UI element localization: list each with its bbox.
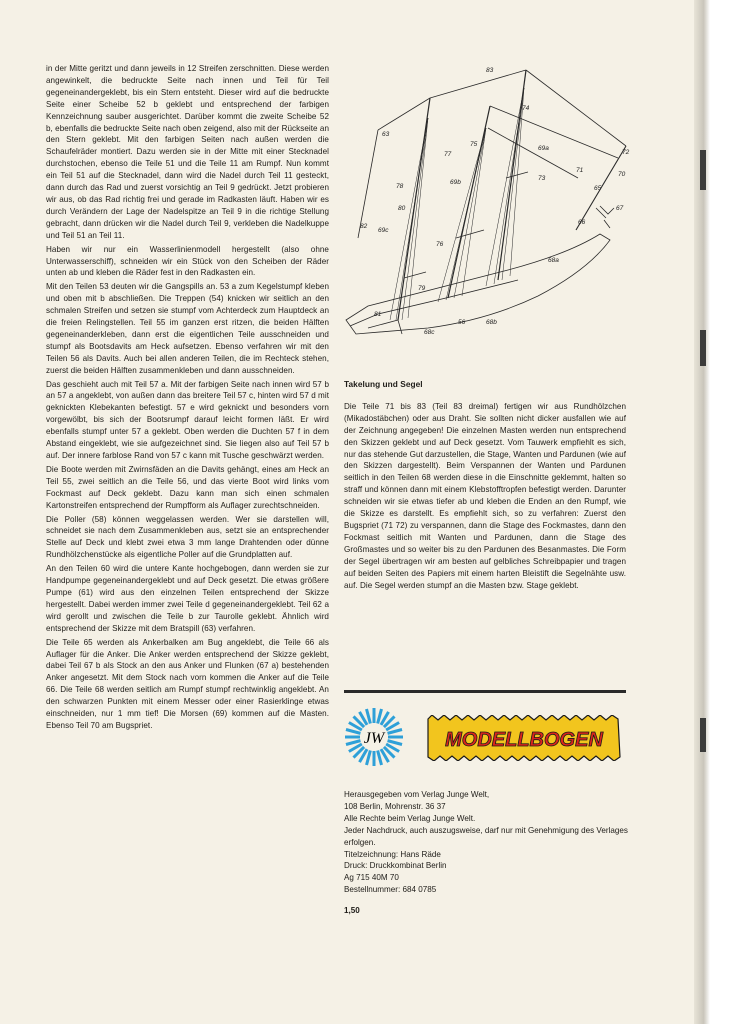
drawing-label: 68a xyxy=(548,257,559,264)
paragraph: Mit den Teilen 53 deuten wir die Gangspills an. 53 a zum Kegelstumpf kleben und oben mit b abschließen. Die Treppen (54) knicken wir seitlich an den schmalen Streifen und setzen sie stumpf vom Achterdeck zum Hauptdeck an die freien Relingstellen. Teil 55 im ganzen erst ritzen, die beiden Hälften gegeneinanderkleben, dann erst die eigentlichen Teile ausschneiden und stumpf als Bootsdavits am Heck aufsetzen. Ebenso verfahren wir mit den Teilen 56 als Davits. Auch bei allen anderen Teilen, die im Rechteck stehen, zuerst die beiden Hälften zusammenkleben und dann ausschneiden. xyxy=(46,282,329,375)
paragraph: Die Teile 65 werden als Ankerbalken am Bug angeklebt, die Teile 66 als Auflager für die Anker. Die Anker werden entsprechend der Skizze geklebt, dabei Teil 67 b als Stock an den aus Anker und Flunken (67 a) bestehenden Anker angesetzt. Mit dem Stock nach vorn kommen die Anker auf die Teile 66. Die Teile 68 werden seitlich am Rumpf stumpf rechtwinklig angeklebt. An den schwarzen Punkten mit einem Messer oder einer Rasierklinge etwas einschneiden, nur 1 mm tief! Die Morsen (69) kommen auf die Masten. Ebenso Teil 70 am Bugspriet. xyxy=(46,637,329,730)
star-ray xyxy=(366,709,370,723)
edge-mark xyxy=(700,330,706,366)
drawing-label: 63 xyxy=(382,131,390,138)
imprint-line: Titelzeichnung: Hans Räde xyxy=(344,849,441,859)
imprint xyxy=(344,789,634,896)
imprint-line: 108 Berlin, Mohrenstr. 36 37 xyxy=(344,801,446,811)
divider-rule xyxy=(344,690,626,693)
drawing-label: 75 xyxy=(470,141,478,148)
imprint-line: Ag 715 40M 70 xyxy=(344,873,399,883)
drawing-label: 56 xyxy=(458,319,466,326)
star-ray xyxy=(388,741,402,745)
drawing-label: 74 xyxy=(522,105,530,112)
drawing-label: 69a xyxy=(538,145,549,152)
drawing-label: 80 xyxy=(398,205,406,212)
drawing-label: 69c xyxy=(378,227,389,234)
junge-welt-logo xyxy=(344,707,404,767)
drawing-label: 65 xyxy=(594,185,602,192)
paragraph: Das geschieht auch mit Teil 57 a. Mit der farbigen Seite nach innen wird 57 b an 57 a angeklebt, von außen dann das breitere Teil 57 c, hinten wird 57 d mit geknickten Klebekanten befestigt. 57 e wird geknickt und besonders vorn vorgewölbt, bis sich der Bootsrumpf darauf leicht formen läßt. Er wird ebenfalls stumpf unter 57 a geklebt. Oben werden die Duchten 57 f in dem Abstand eingeklebt, wie sie aufgezeichnet sind. Sie liegen also auf Teil 57 b auf. Der innere farblose Rand von 57 c kann mit Tusche geschwärzt werden. xyxy=(46,379,329,460)
drawing-label: 78 xyxy=(396,183,404,190)
drawing-label: 70 xyxy=(618,171,626,178)
drawing-label: 69b xyxy=(450,179,461,186)
star-ray xyxy=(366,751,370,765)
drawing-label: 68c xyxy=(424,329,435,336)
left-text-column xyxy=(46,63,329,734)
paragraph: Die Teile 71 bis 83 (Teil 83 dreimal) fertigen wir aus Rundhölzchen (Mikadostäbchen) oder aus Draht. Sie sollten nicht dicker ausfallen wie auf der Zeichnung angegeben! Die einzelnen Masten werden nun entsprechend den Skizzen geklebt und auf Deck gesetzt. Vom Tauwerk empfiehlt es sich, nur das stehende Gut darzustellen, die Stage, Wanten und Pardunen (wie auf den Skizzen dargestellt). Beim Verspannen der Wanten und Pardunen seitlich in den Teilen 68 werden diese in die Einschnitte geklemmt, halten so straff und können dann mit einem Klebstofftropfen befestigt werden. Darunter schneiden wir sie etwas tiefer ab und kleben die Enden an den Rumpf, wie die Skizze es darstellt. Es empfiehlt sich, so zu verfahren: Zuerst den Bugspriet (71 72) zu verspannen, dann die Stage des Fockmastes, dann den Fockmast seitlich mit Wanten und Pardunen, dann die Stage des Großmastes und so weiter bis zu den Pardunen des Besanmastes. Die Form der Segel übertragen wir am besten auf gelbliches Schreibpapier und tragen auf beiden Seiten des Papiers mit einem harten Bleistift die Segelnähte usw. auf. Die Segel werden stumpf an die Masten bzw. Stage geklebt. xyxy=(344,401,626,590)
paragraph: Haben wir nur ein Wasserlinienmodell hergestellt (also ohne Unterwasserschiff), schneiden wir ein Stück von den Scheiben der Räder unten ab und kleben die Räder fest in den Radkasten ein. xyxy=(46,244,329,278)
imprint-line: Druck: Druckkombinat Berlin xyxy=(344,861,447,871)
star-ray xyxy=(378,751,382,765)
drawing-label: 72 xyxy=(622,149,630,156)
paragraph: in der Mitte geritzt und dann jeweils in 12 Streifen zerschnitten. Diese werden angewinkelt, die bedruckte Seite nach innen und Teil für Teil gegeneinandergeklebt, bis ein Stern entsteht. Dieser wird auf die bedruckte Seite einer Scheibe 52 b geklebt und entsprechend der farbigen Kennzeichnung sauber ausgerichtet. Darüber kommt die zweite Scheibe 52 b, ebenfalls die bedruckte Seite nach oben zeigend, also mit der Rückseite an den Stern geklebt. Mit den farbigen Seiten nach außen werden die Schaufelräder montiert. Dazu werden sie in der Mitte mit einer Stecknadel durchstochen, ebenso die Teile 51 und die Teile 11 am Rumpf. Nun kommt ein Teil 51 auf die Stecknadel, dann wird die Nadel durch Teil 11 gesteckt, dann durch das Rad und zuerst vorsichtig an Teil 9 gedrückt. Jetzt probieren wir aus, ob das Rad richtig frei und gerade im Radkasten läuft. Haben wir es durch Verändern der Lage der Nadelspitze an Teil 9 in die richtige Stellung gebracht, dann drücken wir die Nadel durch Teil 9, verkleben die Nadelkuppe und Teil 51 an Teil 11. xyxy=(46,64,329,240)
paragraph: Die Boote werden mit Zwirnsfäden an die Davits gehängt, eines am Heck an Teil 55, zwei seitlich an die Teile 56, und das vierte Boot wird links vom Fockmast auf Deck geklebt. Dazu kann man sich einen schmalen Kartonstreifen entsprechend der Rumpfform als Auflager zurechtschneiden. xyxy=(46,464,329,510)
drawing-label: 77 xyxy=(444,151,452,158)
imprint-line: Alle Rechte beim Verlag Junge Welt. xyxy=(344,813,476,823)
drawing-label: 81 xyxy=(374,311,382,318)
paragraph: An den Teilen 60 wird die untere Kante hochgebogen, dann werden sie zur Handpumpe gegeneinandergeklebt und auf Deck gesetzt. Die etwas größere Pumpe (61) wird aus den einzelnen Teilen entsprechend der Skizze hergestellt. Dabei werden immer zwei Teile d gegeneinandergeklebt. Teil 62 a wird gerollt und zwischen die Teile b zur Taurolle geklebt. Ähnlich wird entsprechend der Skizze mit dem Bratspill (63) verfahren. xyxy=(46,564,329,633)
paragraph: Die Poller (58) können weggelassen werden. Wer sie darstellen will, schneidet sie nach dem Zusammenkleben aus, setzt sie an entsprechender Stelle auf Deck und klebt zwei etwa 3 mm lange Drahtenden oder dünne Rundhölzchenstücke als eigentliche Poller auf die Grundplatten auf. xyxy=(46,514,329,560)
imprint-line: Jeder Nachdruck, auch auszugsweise, darf nur mit Genehmigung des Verlages erfolgen. xyxy=(344,825,628,847)
star-ray xyxy=(346,741,360,745)
imprint-line: Bestellnummer: 684 0785 xyxy=(344,885,437,895)
imprint-line: Herausgegeben vom Verlag Junge Welt, xyxy=(344,790,490,799)
drawing-label: 66 xyxy=(578,219,586,226)
star-ray xyxy=(378,709,382,723)
drawing-label: 83 xyxy=(486,67,494,74)
star-ray xyxy=(388,729,402,733)
edge-mark xyxy=(700,150,706,190)
right-text-column xyxy=(344,379,626,593)
drawing-label: 82 xyxy=(360,223,368,230)
modellbogen-logo xyxy=(424,715,624,761)
section-heading: Takelung und Segel xyxy=(344,379,423,389)
drawing-label: 68b xyxy=(486,319,497,326)
drawing-label: 79 xyxy=(418,285,426,292)
drawing-label: 71 xyxy=(576,167,584,174)
edge-mark xyxy=(700,718,706,752)
banner-text: MODELLBOGEN xyxy=(445,729,603,751)
drawing-label: 76 xyxy=(436,241,444,248)
price: 1,50 xyxy=(344,906,360,915)
publisher-mark: JW xyxy=(363,730,385,747)
ship-rigging-drawing xyxy=(338,58,638,348)
drawing-label: 73 xyxy=(538,175,546,182)
star-ray xyxy=(346,729,360,733)
drawing-label: 67 xyxy=(616,205,624,212)
